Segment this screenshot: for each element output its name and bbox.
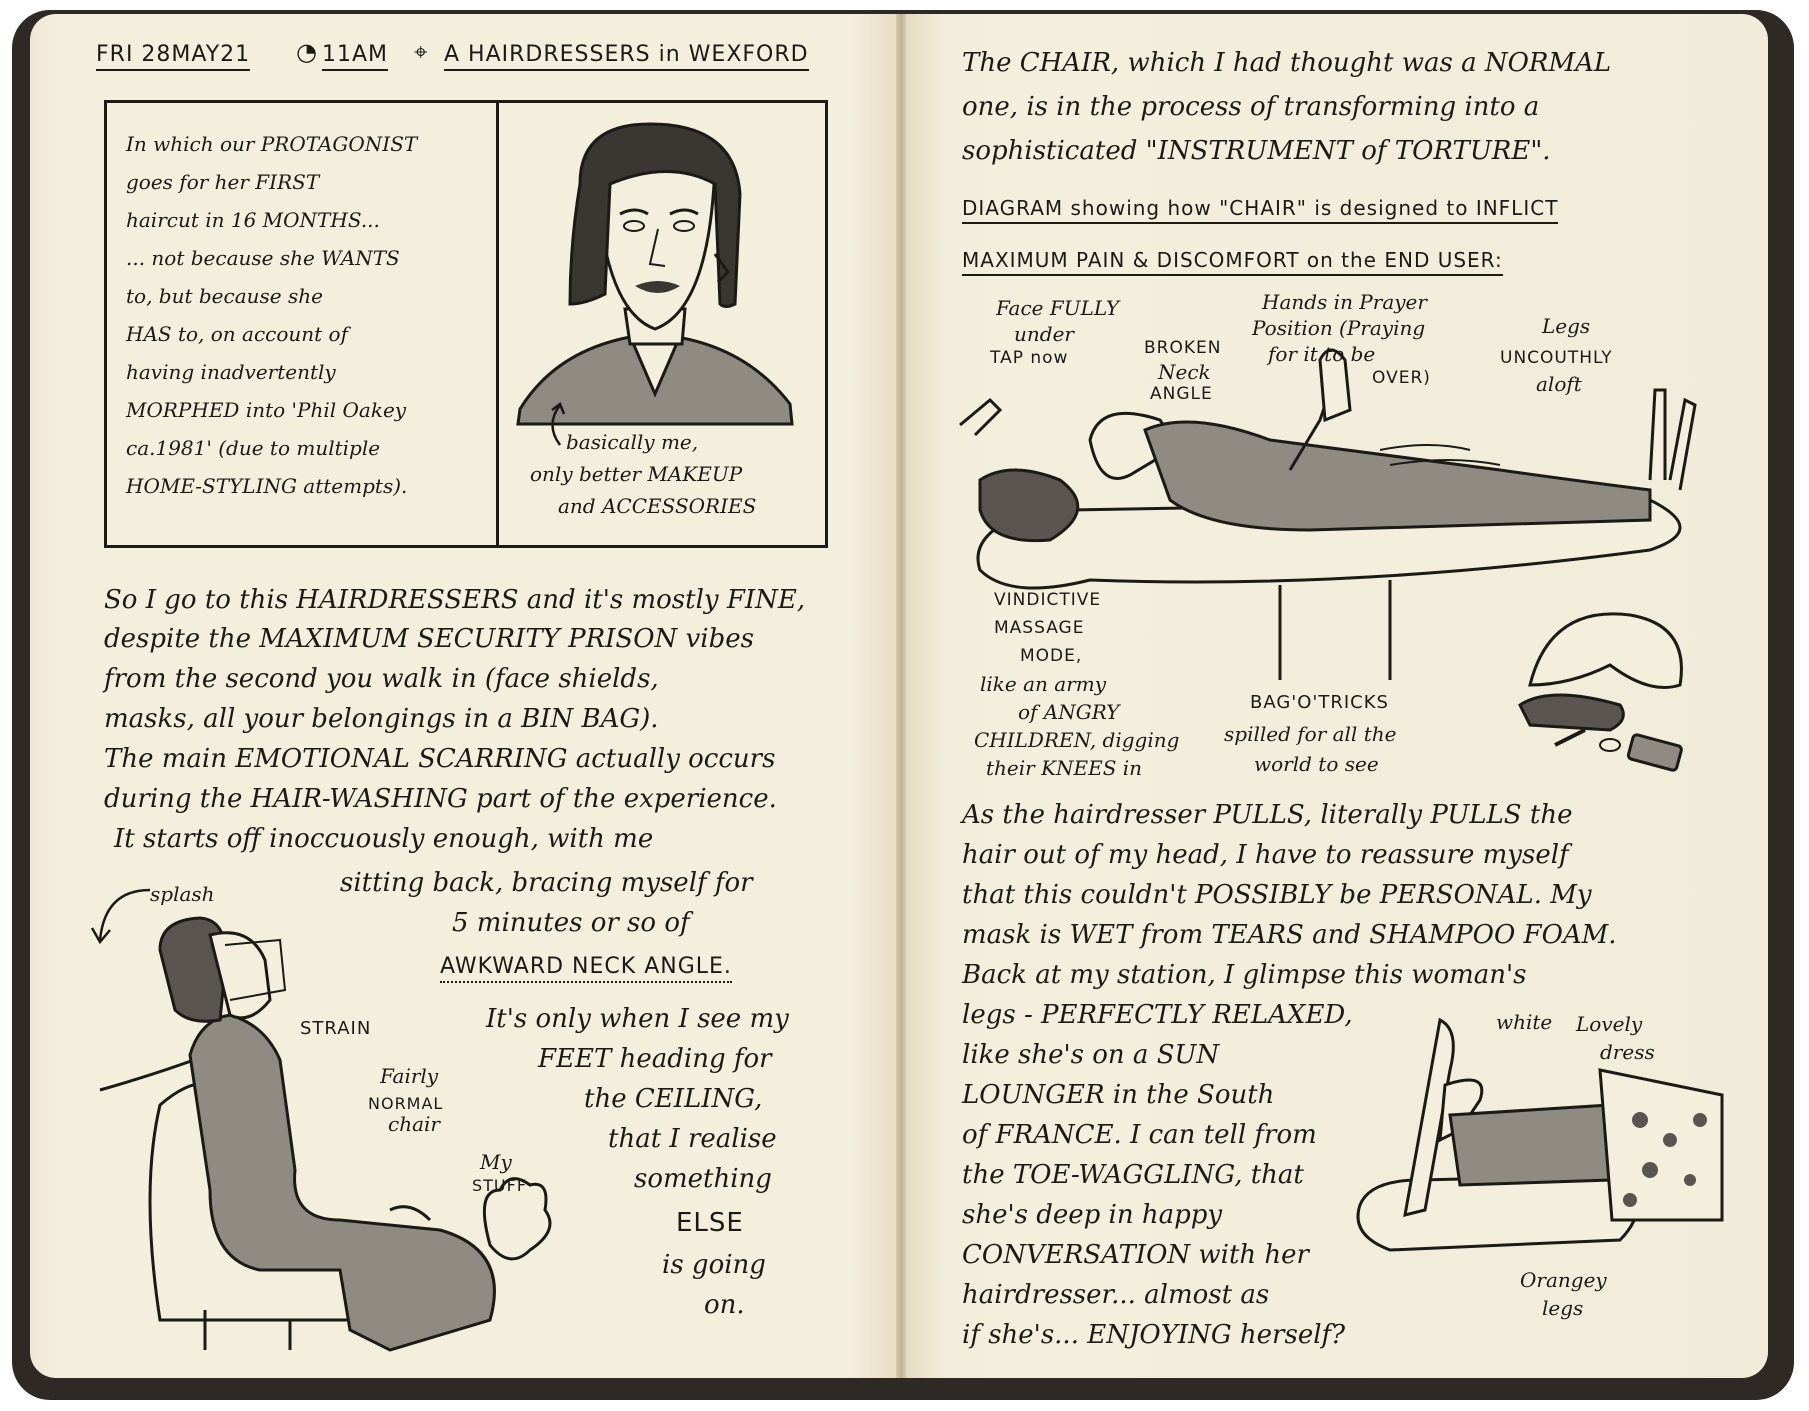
bag-label: spilled for all the bbox=[1224, 722, 1397, 746]
sitting-at-sink-illustration bbox=[90, 890, 570, 1360]
column-line: FEET heading for bbox=[538, 1044, 772, 1074]
massage-line: CHILDREN, digging bbox=[974, 728, 1180, 752]
stuff-label: STUFF bbox=[472, 1176, 528, 1195]
relaxed-legs-illustration bbox=[1350, 1010, 1730, 1260]
hands-label: for it to be bbox=[1268, 342, 1376, 366]
orangey-label: Orangey bbox=[1520, 1268, 1607, 1292]
dress-label: dress bbox=[1600, 1040, 1655, 1064]
right-body-line: hairdresser... almost as bbox=[962, 1280, 1270, 1310]
orangey-label: legs bbox=[1542, 1296, 1584, 1320]
neck-label: ANGLE bbox=[1150, 384, 1213, 404]
portrait-caption: basically me, bbox=[566, 430, 699, 454]
hands-label: Hands in Prayer bbox=[1262, 290, 1427, 314]
neck-label: Neck bbox=[1158, 360, 1211, 384]
right-body-line: of FRANCE. I can tell from bbox=[962, 1120, 1317, 1150]
right-body-line: CONVERSATION with her bbox=[962, 1240, 1309, 1270]
body-line: It starts off inoccuously enough, with me bbox=[114, 824, 654, 854]
body-line: So I go to this HAIRDRESSERS and it's mostly FINE, bbox=[104, 585, 806, 615]
column-line: AWKWARD NECK ANGLE. bbox=[440, 954, 732, 983]
column-line: that I realise bbox=[608, 1124, 777, 1154]
dress-label: Lovely bbox=[1576, 1012, 1643, 1036]
intro-line: haircut in 16 MONTHS... bbox=[126, 208, 380, 232]
right-intro-line: sophisticated "INSTRUMENT of TORTURE". bbox=[962, 136, 1551, 166]
massage-line: VINDICTIVE bbox=[994, 590, 1102, 610]
right-body-line: LOUNGER in the South bbox=[962, 1080, 1275, 1110]
header-time: 11AM bbox=[322, 42, 388, 71]
massage-line: MODE, bbox=[1020, 646, 1083, 666]
splash-label: splash bbox=[150, 882, 215, 906]
legs-label: UNCOUTHLY bbox=[1500, 348, 1613, 368]
right-body-line: that this couldn't POSSIBLY be PERSONAL. My bbox=[962, 880, 1592, 910]
chair-label: Fairly bbox=[380, 1064, 439, 1088]
right-intro-line: The CHAIR, which I had thought was a NORMAL bbox=[962, 48, 1612, 78]
body-line: despite the MAXIMUM SECURITY PRISON vibes bbox=[104, 624, 754, 654]
massage-line: MASSAGE bbox=[994, 618, 1085, 638]
diagram-title: MAXIMUM PAIN & DISCOMFORT on the END USER: bbox=[962, 248, 1503, 276]
face-label: TAP now bbox=[990, 348, 1069, 368]
face-label: under bbox=[1014, 322, 1074, 346]
bin-bag-illustration bbox=[1510, 605, 1700, 785]
intro-line: HAS to, on account of bbox=[126, 322, 348, 346]
white-label: white bbox=[1496, 1010, 1553, 1034]
intro-line: MORPHED into 'Phil Oakey bbox=[126, 398, 407, 422]
chair-label: NORMAL bbox=[368, 1094, 444, 1113]
right-body-line: the TOE-WAGGLING, that bbox=[962, 1160, 1304, 1190]
intro-line: goes for her FIRST bbox=[126, 170, 320, 194]
intro-line: having inadvertently bbox=[126, 360, 336, 384]
portrait-caption: only better MAKEUP bbox=[530, 462, 743, 486]
right-intro-line: one, is in the process of transforming into a bbox=[962, 92, 1540, 122]
chair-label: chair bbox=[388, 1112, 440, 1136]
right-body-line: As the hairdresser PULLS, literally PULLS the bbox=[962, 800, 1573, 830]
portrait-caption: and ACCESSORIES bbox=[558, 494, 757, 518]
column-line: ELSE bbox=[676, 1208, 744, 1238]
intro-line: ... not because she WANTS bbox=[126, 246, 400, 270]
intro-line: ca.1981' (due to multiple bbox=[126, 436, 381, 460]
intro-line: HOME-STYLING attempts). bbox=[126, 474, 408, 498]
diagram-title: DIAGRAM showing how "CHAIR" is designed to INFLICT bbox=[962, 196, 1558, 224]
right-body-line: like she's on a SUN bbox=[962, 1040, 1220, 1070]
massage-line: their KNEES in bbox=[986, 756, 1143, 780]
portrait-illustration bbox=[500, 104, 818, 434]
body-line: The main EMOTIONAL SCARRING actually occurs bbox=[104, 744, 776, 774]
panel-divider bbox=[496, 100, 499, 548]
column-line: It's only when I see my bbox=[486, 1004, 789, 1034]
stuff-label: My bbox=[480, 1150, 512, 1174]
hands-label: OVER) bbox=[1372, 368, 1431, 388]
massage-line: like an army bbox=[980, 672, 1107, 696]
strain-label: STRAIN bbox=[300, 1018, 372, 1039]
column-line: something bbox=[634, 1164, 772, 1194]
right-body-line: legs - PERFECTLY RELAXED, bbox=[962, 1000, 1353, 1030]
clock-icon: ◔ bbox=[296, 38, 317, 66]
column-line: is going bbox=[662, 1250, 766, 1280]
legs-label: Legs bbox=[1542, 314, 1591, 338]
intro-line: In which our PROTAGONIST bbox=[126, 132, 418, 156]
column-line: 5 minutes or so of bbox=[452, 908, 690, 938]
massage-line: of ANGRY bbox=[1018, 700, 1120, 724]
intro-line: to, but because she bbox=[126, 284, 323, 308]
location-pin-icon: ⌖ bbox=[414, 38, 428, 66]
legs-label: aloft bbox=[1536, 372, 1582, 396]
neck-label: BROKEN bbox=[1144, 338, 1222, 358]
bag-label: world to see bbox=[1254, 752, 1379, 776]
right-body-line: Back at my station, I glimpse this woman's bbox=[962, 960, 1527, 990]
body-line: during the HAIR-WASHING part of the experience. bbox=[104, 784, 777, 814]
notebook-gutter bbox=[896, 14, 906, 1378]
body-line: from the second you walk in (face shields, bbox=[104, 664, 659, 694]
header-date: FRI 28MAY21 bbox=[96, 42, 250, 71]
right-body-line: she's deep in happy bbox=[962, 1200, 1223, 1230]
right-body-line: if she's... ENJOYING herself? bbox=[962, 1320, 1346, 1350]
body-line: masks, all your belongings in a BIN BAG). bbox=[104, 704, 659, 734]
right-body-line: hair out of my head, I have to reassure myself bbox=[962, 840, 1569, 870]
face-label: Face FULLY bbox=[996, 296, 1120, 320]
column-line: sitting back, bracing myself for bbox=[340, 868, 753, 898]
hands-label: Position (Praying bbox=[1252, 316, 1426, 340]
right-body-line: mask is WET from TEARS and SHAMPOO FOAM. bbox=[962, 920, 1617, 950]
bag-label: BAG'O'TRICKS bbox=[1250, 692, 1389, 713]
column-line: on. bbox=[704, 1290, 745, 1320]
column-line: the CEILING, bbox=[584, 1084, 763, 1114]
header-location: A HAIRDRESSERS in WEXFORD bbox=[444, 42, 809, 71]
